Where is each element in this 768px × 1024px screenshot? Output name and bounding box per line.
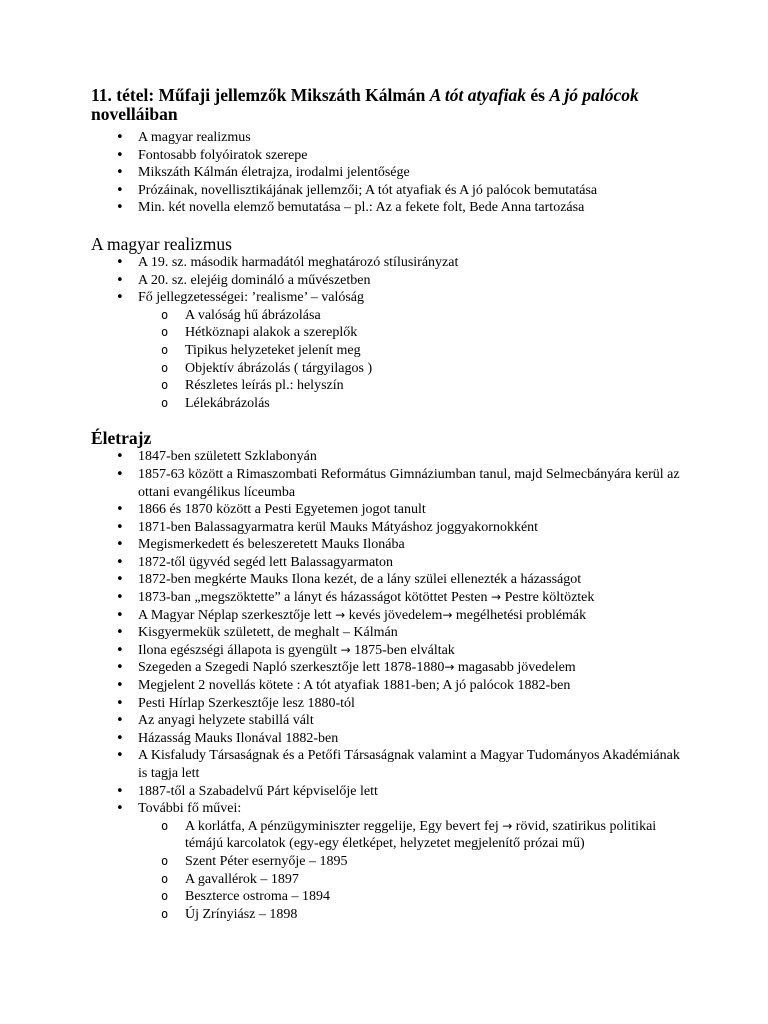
- sublist-item: o Lélekábrázolás: [138, 395, 691, 413]
- list-item-text: rövid, szatirikus politikai témájú karcolatok (egy-egy életképet, helyzetet megjelenítő prózai mű): [185, 818, 657, 852]
- arrow-right-icon: →: [444, 660, 455, 675]
- list-item: [91, 659, 691, 677]
- list-item: [91, 466, 691, 501]
- sublist-item: o Tipikus helyzeteket jelenít meg: [138, 342, 691, 360]
- list-item: [91, 695, 691, 713]
- sublist-item: [138, 818, 691, 853]
- list-item-text: Szegeden a Szegedi Napló szerkesztője lett 1878-1880: [138, 660, 445, 676]
- sublist-item: [138, 871, 691, 889]
- sublist-item: [138, 906, 691, 924]
- list-item-text: Új Zrínyiász – 1898: [185, 906, 298, 922]
- list-item-text: 1887-től a Szabadelvű Párt képviselője lett: [138, 783, 378, 799]
- list-item: [91, 730, 691, 748]
- document-title: [91, 86, 691, 124]
- list-item: [91, 783, 691, 801]
- list-item: [91, 624, 691, 642]
- list-item-text: Házasság Mauks Ilonával 1882-ben: [138, 730, 339, 746]
- list-item: [91, 747, 691, 782]
- sublist-item: o Részletes leírás pl.: helyszín: [138, 377, 691, 395]
- list-item: [91, 642, 691, 660]
- arrow-right-icon: →: [335, 607, 346, 622]
- section-heading-realism: A magyar realizmus: [91, 233, 232, 254]
- list-item: • Prózáinak, novellisztikájának jellemzői; A tót atyafiak és A jó palócok bemutatása: [91, 182, 691, 200]
- list-item: • A 20. sz. elejéig domináló a művészetben: [91, 272, 691, 290]
- list-item: [91, 607, 691, 625]
- list-item-text: Pesti Hírlap Szerkesztője lesz 1880-tól: [138, 695, 355, 711]
- realism-list: [91, 254, 691, 412]
- list-item-text: Kisgyermekük született, de meghalt – Kálmán: [138, 625, 398, 641]
- title-and: és: [530, 85, 545, 105]
- list-item-text: Megjelent 2 novellás kötete : A tót atyafiak 1881-ben; A jó palócok 1882-ben: [138, 678, 571, 694]
- list-item: [91, 536, 691, 554]
- list-item: • A 19. sz. második harmadától meghatározó stílusirányzat: [91, 254, 691, 272]
- sublist-item: o Objektív ábrázolás ( tárgyilagos ): [138, 360, 691, 378]
- arrow-right-icon: →: [442, 607, 453, 622]
- list-item-text: A gavallérok – 1897: [185, 871, 299, 887]
- title-work-2: A jó palócok: [549, 85, 639, 105]
- list-item: [91, 677, 691, 695]
- list-item-text: Fő jellegzetességei: ’realisme’ – valóság: [138, 290, 364, 306]
- list-item-text: További fő művei:: [138, 801, 242, 817]
- list-item-text: Megismerkedett és beleszeretett Mauks Ilonába: [138, 537, 405, 553]
- list-item-text: 1857-63 között a Rimaszombati Református Gimnáziumban tanul, majd Selmecbányára kerül az ottani evangélikus líceumba: [138, 466, 680, 500]
- list-item: [91, 571, 691, 589]
- list-item: [91, 519, 691, 537]
- arrow-right-icon: →: [502, 818, 513, 833]
- sublist-item: o A valóság hű ábrázolása: [138, 307, 691, 325]
- list-item: [91, 289, 691, 412]
- list-item-text: 1847-ben született Szklabonyán: [138, 449, 317, 465]
- title-work-1: A tót atyafiak: [429, 85, 527, 105]
- list-item: • A magyar realizmus: [91, 129, 691, 147]
- list-item-text: magasabb jövedelem: [454, 660, 576, 676]
- list-item: • Fontosabb folyóiratok szerepe: [91, 147, 691, 165]
- sublist-item: [138, 888, 691, 906]
- list-item-text: kevés jövedelem: [345, 607, 443, 623]
- list-item: [91, 554, 691, 572]
- list-item-text: A korlátfa, A pénzügyminiszter reggelije, Egy bevert fej: [185, 818, 503, 834]
- list-item-text: A Magyar Néplap szerkesztője lett: [138, 607, 336, 623]
- title-prefix: 11. tétel: Műfaji jellemzők Mikszáth Kálmán: [91, 85, 426, 105]
- list-item-text: 1866 és 1870 között a Pesti Egyetemen jogot tanult: [138, 502, 426, 518]
- list-item: • Mikszáth Kálmán életrajza, irodalmi jelentősége: [91, 164, 691, 182]
- sublist-item: [138, 853, 691, 871]
- list-item-text: Pestre költöztek: [501, 590, 595, 606]
- list-item-text: A Kisfaludy Társaságnak és a Petőfi Társaságnak valamint a Magyar Tudományos Akadémiának is tagja lett: [138, 748, 680, 781]
- list-item-text: 1875-ben elváltak: [350, 642, 455, 658]
- intro-list: [91, 129, 691, 217]
- section-heading-biography: Életrajz: [91, 428, 152, 449]
- list-item-text: 1872-től ügyvéd segéd lett Balassagyarmaton: [138, 554, 394, 570]
- works-sublist: [138, 818, 691, 924]
- list-item-text: 1871-ben Balassagyarmatra kerül Mauks Mátyáshoz joggyakornokként: [138, 519, 539, 535]
- list-item-text: Szent Péter esernyője – 1895: [185, 853, 348, 869]
- document-page: [91, 86, 691, 923]
- list-item-text: Ilona egészségi állapota is gyengült: [138, 642, 341, 658]
- arrow-right-icon: →: [340, 642, 351, 657]
- list-item-text: Beszterce ostroma – 1894: [185, 889, 331, 905]
- list-item: • Min. két novella elemző bemutatása – pl.: Az a fekete folt, Bede Anna tartozása: [91, 199, 691, 217]
- list-item-text: megélhetési problémák: [452, 607, 587, 623]
- list-item-text: 1873-ban „megszöktette” a lányt és házasságot kötöttet Pesten: [138, 590, 492, 606]
- list-item: [91, 501, 691, 519]
- arrow-right-icon: →: [491, 590, 502, 605]
- list-item: [91, 800, 691, 923]
- list-item-text: 1872-ben megkérte Mauks Ilona kezét, de a lány szülei ellenezték a házasságot: [138, 572, 582, 588]
- list-item: [91, 589, 691, 607]
- realism-sublist: [138, 307, 691, 413]
- biography-list: [91, 448, 691, 923]
- sublist-item: o Hétköznapi alakok a szereplők: [138, 324, 691, 342]
- list-item-text: Az anyagi helyzete stabillá vált: [138, 713, 314, 729]
- list-item: [91, 448, 691, 466]
- title-suffix: novelláiban: [91, 104, 178, 124]
- list-item: [91, 712, 691, 730]
